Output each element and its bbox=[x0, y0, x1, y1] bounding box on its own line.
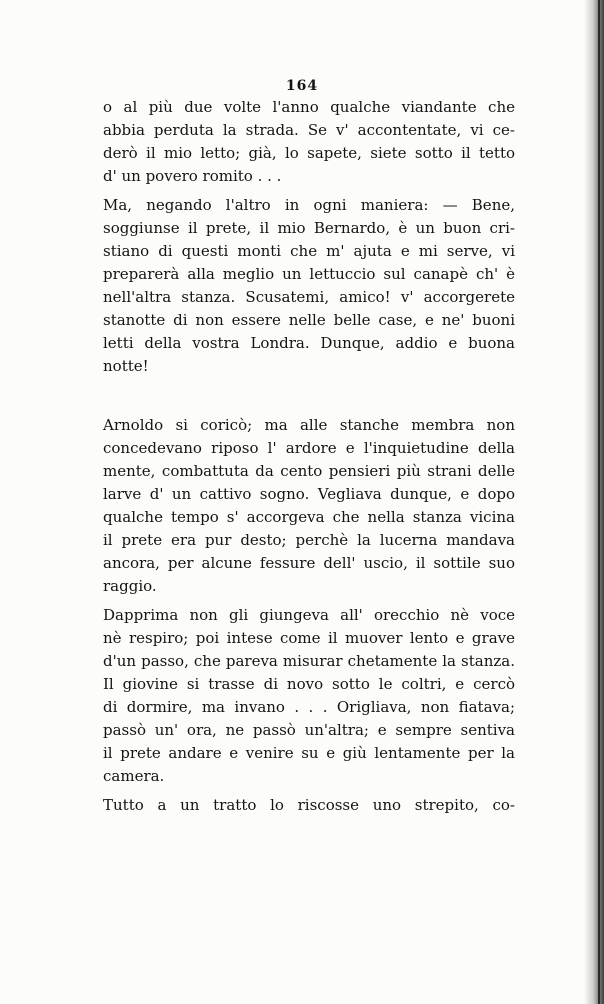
text-line: camera. bbox=[103, 767, 165, 785]
text-line: preparerà alla meglio un lettuccio sul canapè ch' è bbox=[103, 265, 515, 283]
page-binding-shadow bbox=[584, 0, 604, 1004]
text-line: nell'altra stanza. Scusatemi, amico! v' accorgerete bbox=[103, 288, 515, 306]
paragraph-5 bbox=[103, 794, 515, 817]
text-line: Tutto a un tratto lo riscosse uno strepito, co- bbox=[103, 796, 515, 814]
text-line: letti della vostra Londra. Dunque, addio e buona bbox=[103, 334, 515, 352]
text-line: concedevano riposo l' ardore e l'inquietudine della bbox=[103, 439, 515, 457]
text-line: Il giovine si trasse di novo sotto le coltri, e cercò bbox=[103, 675, 515, 693]
text-line: stanotte di non essere nelle belle case, e ne' buoni bbox=[103, 311, 515, 329]
page-number: 164 bbox=[285, 78, 319, 94]
text-line: notte! bbox=[103, 357, 149, 375]
paragraph-2 bbox=[103, 194, 515, 378]
text-line: passò un' ora, ne passò un'altra; e sempre sentiva bbox=[103, 721, 515, 739]
text-line: Arnoldo si coricò; ma alle stanche membra non bbox=[103, 416, 515, 434]
text-line: Dapprima non gli giungeva all' orecchio nè voce bbox=[103, 606, 515, 624]
text-line: d' un povero romito . . . bbox=[103, 167, 282, 185]
text-line: di dormire, ma invano . . . Origliava, non fiatava; bbox=[103, 698, 515, 716]
text-line: il prete era pur desto; perchè la lucerna mandava bbox=[103, 531, 515, 549]
text-line: abbia perduta la strada. Se v' accontentate, vi ce- bbox=[103, 121, 515, 139]
text-line: stiano di questi monti che m' ajuta e mi serve, vi bbox=[103, 242, 515, 260]
paragraph-1 bbox=[103, 96, 515, 188]
text-line: nè respiro; poi intese come il muover lento e grave bbox=[103, 629, 515, 647]
text-line: ancora, per alcune fessure dell' uscio, il sottile suo bbox=[103, 554, 515, 572]
text-line: mente, combattuta da cento pensieri più strani delle bbox=[103, 462, 515, 480]
page-binding-edge bbox=[598, 0, 600, 1004]
text-line: d'un passo, che pareva misurar chetamente la stanza. bbox=[103, 652, 515, 670]
text-line: derò il mio letto; già, lo sapete, siete sotto il tetto bbox=[103, 144, 515, 162]
text-line: Ma, negando l'altro in ogni maniera: — Bene, bbox=[103, 196, 515, 214]
body-text bbox=[103, 96, 515, 817]
text-line: soggiunse il prete, il mio Bernardo, è un buon cri- bbox=[103, 219, 515, 237]
text-line: raggio. bbox=[103, 577, 157, 595]
paragraph-4 bbox=[103, 604, 515, 788]
text-line: larve d' un cattivo sogno. Vegliava dunque, e dopo bbox=[103, 485, 515, 503]
text-line: qualche tempo s' accorgeva che nella stanza vicina bbox=[103, 508, 515, 526]
text-line: o al più due volte l'anno qualche viandante che bbox=[103, 98, 515, 116]
paragraph-3 bbox=[103, 414, 515, 598]
text-line: il prete andare e venire su e giù lentamente per la bbox=[103, 744, 515, 762]
